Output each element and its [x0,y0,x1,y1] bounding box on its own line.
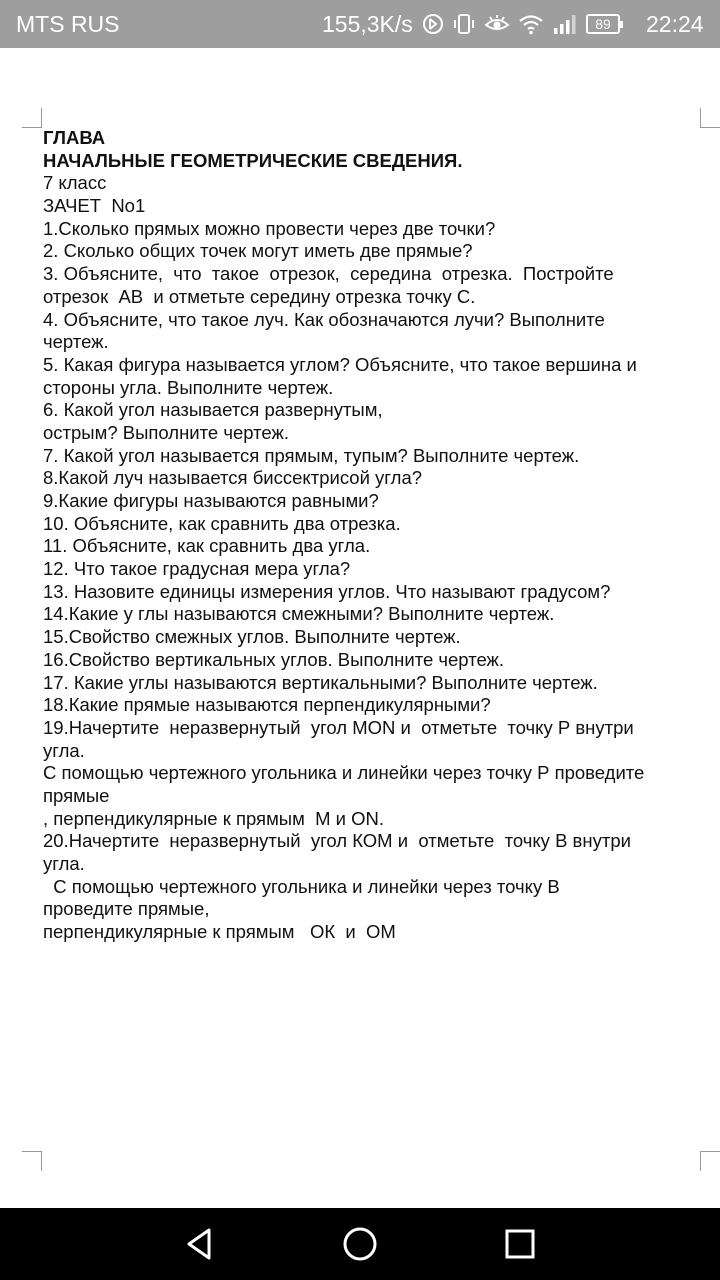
document-line: 13. Назовите единицы измерения углов. Что называют градусом? [43,580,611,602]
eye-comfort-icon [484,13,510,35]
recents-button[interactable] [500,1224,540,1264]
document-line: проведите прямые, [43,898,210,920]
chapter-title: НАЧАЛЬНЫЕ ГЕОМЕТРИЧЕСКИЕ СВЕДЕНИЯ. [43,149,463,171]
recents-icon [500,1224,540,1264]
home-icon [340,1224,380,1264]
document-line: 9.Какие фигуры называются равными? [43,490,379,511]
document-line: чертеж. [43,331,109,353]
document-line: 4. Объясните, что такое луч. Как обозначаются лучи? Выполните [43,308,605,330]
vibrate-icon [452,12,476,36]
carrier-name: MTS RUS [16,11,120,37]
document-line: угла. [43,739,85,761]
document-line: 20.Начертите неразвернутый угол КОМ и отметьте точку В внутри [43,830,631,852]
document-line: 14.Какие у глы называются смежными? Выполните чертеж. [43,603,555,625]
document-line: 6. Какой угол называется развернутым, [43,399,383,421]
document-line: 5. Какая фигура называется углом? Объясните, что такое вершина и [43,353,637,375]
document-line: 7. Какой угол называется прямым, тупым? Выполните чертеж. [43,444,580,466]
document-line: 1.Сколько прямых можно провести через две точки? [43,217,496,239]
document-line: С помощью чертежного угольника и линейки через точку Р проведите [43,762,645,784]
signal-icon [552,13,578,35]
clock: 22:24 [646,11,704,37]
question-list [43,172,711,943]
document-line: 7 класс [43,172,107,194]
document-line: острым? Выполните чертеж. [43,421,289,443]
document-line: С помощью чертежного угольника и линейки через точку В [43,875,560,897]
document-line: 3. Объясните, что такое отрезок, середина отрезка. Постройте [43,263,614,285]
document-line: ЗАЧЕТ No1 [43,195,146,217]
document-line: угла. [43,853,85,874]
chapter-label: ГЛАВА [43,127,106,148]
document-line: 18.Какие прямые называются перпендикулярными? [43,694,491,716]
document-line: , перпендикулярные к прямым М и ON. [43,807,384,829]
data-saver-icon [422,13,444,35]
crop-mark-bottom-left [22,1151,42,1171]
document-line: 12. Что такое градусная мера угла? [43,558,351,580]
document-line: стороны угла. Выполните чертеж. [43,376,334,398]
crop-mark-top-left [22,108,42,128]
document-line: 19.Начертите неразвернутый угол MON и отметьте точку Р внутри [43,716,634,738]
home-button[interactable] [340,1224,380,1264]
status-icons [422,10,620,38]
status-bar [0,0,720,48]
document-line: отрезок АВ и отметьте середину отрезка точку С. [43,285,476,307]
document-text [43,127,711,944]
document-line: 10. Объясните, как сравнить два отрезка. [43,512,401,534]
wifi-icon [518,13,544,35]
document-line: 11. Объясните, как сравнить два угла. [43,535,371,557]
battery-level: 89 [595,16,611,32]
document-page[interactable] [0,48,720,1208]
network-speed: 155,3K/s [322,11,413,37]
back-button[interactable] [180,1224,220,1264]
battery-icon [586,14,620,34]
document-line: 17. Какие углы называются вертикальными? Выполните чертеж. [43,671,598,693]
crop-mark-top-right [700,108,720,128]
document-line: перпендикулярные к прямым ОК и ОМ [43,921,396,943]
document-line: 16.Свойство вертикальных углов. Выполните чертеж. [43,648,505,670]
crop-mark-bottom-right [700,1151,720,1171]
document-line: прямые [43,784,110,806]
document-line: 15.Свойство смежных углов. Выполните чертеж. [43,626,461,648]
document-line: 8.Какой луч называется биссектрисой угла? [43,467,423,489]
navigation-bar [0,1208,720,1280]
back-icon [180,1224,220,1264]
document-line: 2. Сколько общих точек могут иметь две прямые? [43,240,473,262]
